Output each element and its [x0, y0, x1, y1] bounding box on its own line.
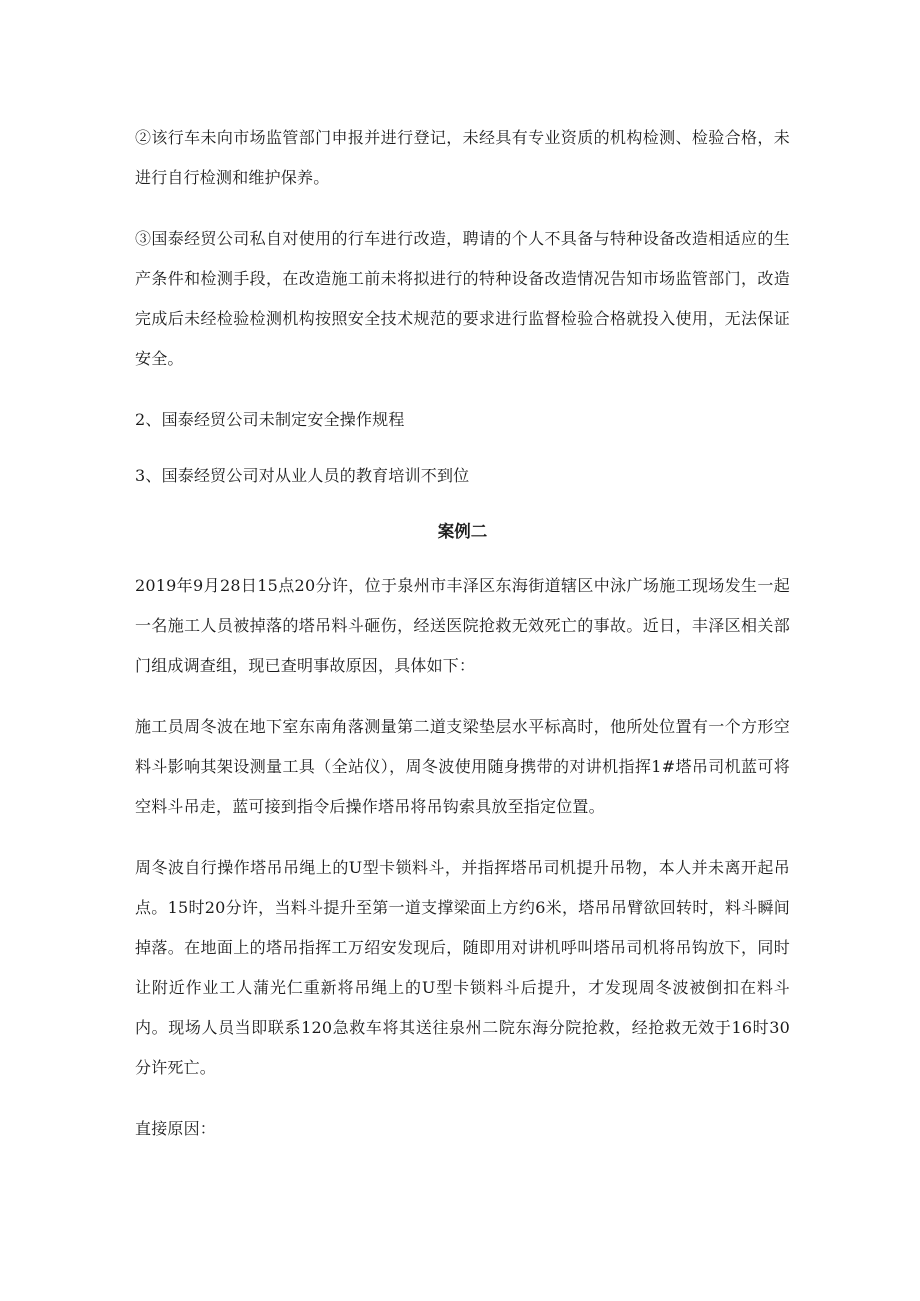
section-heading: 案例二	[437, 522, 488, 541]
document-body	[135, 118, 790, 1165]
paragraph-accident-detail-2: 周冬波自行操作塔吊吊绳上的U型卡锁料斗，并指挥塔吊司机提升吊物，本人并未离开起吊点。15时20分许，当料斗提升至第一道支撑梁面上方约6米，塔吊吊臂欲回转时，料斗瞬间掉落。在地面上的塔吊指挥工万绍安发现后，随即用对讲机呼叫塔吊司机将吊钩放下，同时让附近作业工人蒲光仁重新将吊绳上的U型卡锁料斗后提升，才发现周冬波被倒扣在料斗内。现场人员当即联系120急救车将其送往泉州二院东海分院抢救，经抢救无效于16时30分许死亡。	[135, 858, 790, 1077]
paragraph-direct-cause-label: 直接原因：	[135, 1119, 217, 1138]
paragraph-accident-detail-1: 施工员周冬波在地下室东南角落测量第二道支梁垫层水平标高时，他所处位置有一个方形空料斗影响其架设测量工具（全站仪），周冬波使用随身携带的对讲机指挥1#塔吊司机蓝可将空料斗吊走，蓝可接到指令后操作塔吊将吊钩索具放至指定位置。	[135, 717, 790, 816]
paragraph-item-2: ②该行车未向市场监管部门申报并进行登记，未经具有专业资质的机构检测、检验合格，未进行自行检测和维护保养。	[135, 128, 790, 187]
paragraph-item-3: ③国泰经贸公司私自对使用的行车进行改造，聘请的个人不具备与特种设备改造相适应的生产条件和检测手段，在改造施工前未将拟进行的特种设备改造情况告知市场监管部门，改造完成后未经检验检测机构按照安全技术规范的要求进行监督检验合格就投入使用，无法保证安全。	[135, 229, 790, 368]
paragraph-accident-summary: 2019年9月28日15点20分许，位于泉州市丰泽区东海街道辖区中泳广场施工现场发生一起一名施工人员被掉落的塔吊料斗砸伤，经送医院抢救无效死亡的事故。近日，丰泽区相关部门组成调查组，现已查明事故原因，具体如下：	[135, 576, 790, 675]
paragraph-point-2: 2、国泰经贸公司未制定安全操作规程	[135, 410, 405, 429]
paragraph-point-3: 3、国泰经贸公司对从业人员的教育培训不到位	[135, 466, 470, 485]
